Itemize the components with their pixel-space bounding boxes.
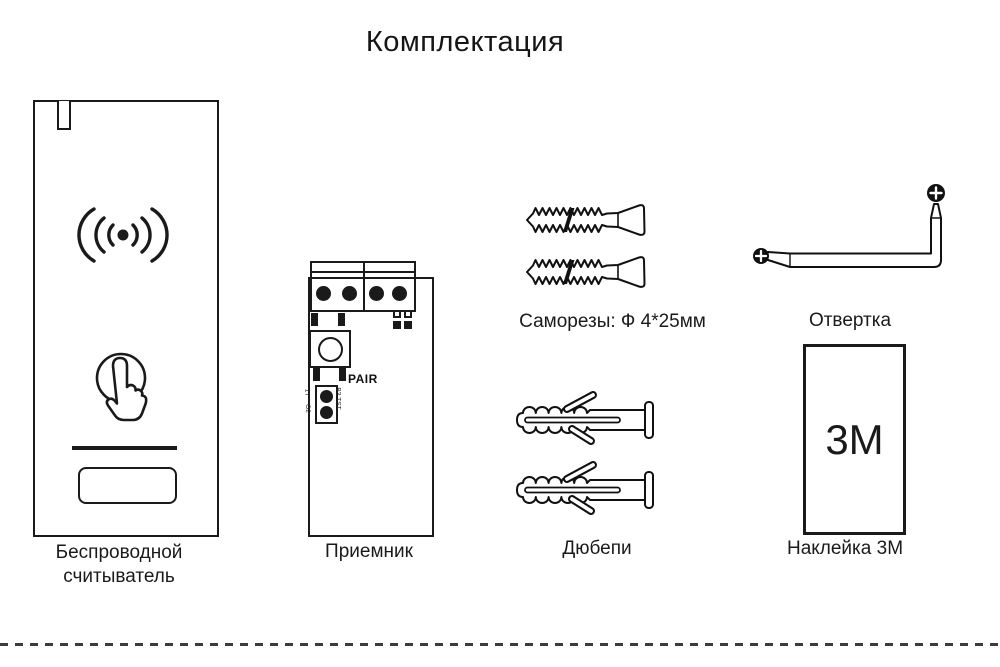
board-pin [338,313,345,326]
terminal-screw [369,286,384,301]
rfid-waves-icon [63,196,183,274]
dowels-label: Дюбепи [562,538,632,559]
reader-slot [57,101,71,130]
board-pin [339,368,346,381]
screwdriver-label: Отвертка [808,310,892,331]
dip-pads [393,310,413,330]
dowel-icon [514,388,662,454]
page-title: Комплектация [365,26,565,58]
terminal-screw [316,286,331,301]
reader-divider-line [72,446,177,450]
screw-icon [524,255,656,289]
pair-label: PAIR [348,372,378,386]
silkscreen-text: О2 [303,404,311,413]
board-pin [311,313,318,326]
terminal-screw [392,286,407,301]
receiver-label: Приемник [325,541,413,562]
sticker-label: Наклейка 3М [786,538,904,559]
sticker-3m-text: 3М [825,415,884,463]
board-pin [313,368,320,381]
screws-label: Саморезы: Ф 4*25мм [519,311,706,332]
touch-icon [94,350,154,424]
silkscreen-text: 1Т [303,388,311,397]
pair-button-shape [309,330,351,368]
terminal-screw [342,286,357,301]
reader-label: Беспроводной считыватель [55,542,183,587]
silkscreen-text: ВЗ.ТST [334,387,342,410]
sticker-3m-shape [803,344,906,535]
screwdriver-icon [742,178,947,303]
reader-button-shape [78,467,177,504]
receiver-terminal-block [310,277,416,312]
dowel-icon [514,458,662,524]
screw-icon [524,203,656,237]
cut-line [0,643,1000,646]
